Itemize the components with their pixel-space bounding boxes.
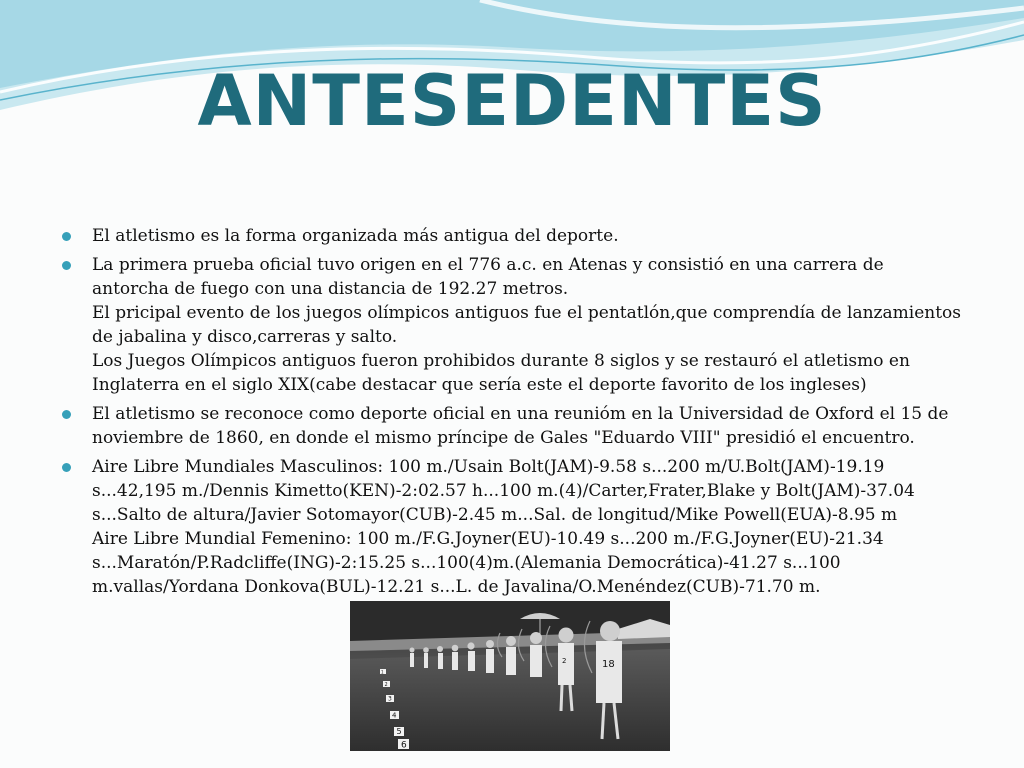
bullet-dot-icon xyxy=(62,410,71,419)
bullet-item xyxy=(62,402,962,450)
photo-marker-label: 3 xyxy=(388,695,392,703)
bullet-dot-icon xyxy=(62,463,71,472)
photo-marker-label: 1 xyxy=(381,669,384,675)
bullet-text: Aire Libre Mundiales Masculinos: 100 m./Usain Bolt(JAM)-9.58 s...200 m/U.Bolt(JAM)-19.19 s...42,195 m./Dennis Kimetto(KEN)-2:02.57 h...100 m.(4)/Carter,Frater,Blake y Bolt(JAM)-37.04 s...Salto de altura/Javier Sotomayor(CUB)-2.45 m...Sal. de longitud/Mike Powell(EUA)-8.95 m xyxy=(92,457,915,525)
photo-marker-label: 6 xyxy=(401,740,407,751)
bullet-text: Los Juegos Olímpicos antiguos fueron prohibidos durante 8 siglos y se restauró el atletismo en Inglaterra en el siglo XIX(cabe destacar que sería este el deporte favorito de los ingleses) xyxy=(92,351,910,395)
photo-marker-label: 2 xyxy=(384,682,388,688)
photo-marker-label: 5 xyxy=(396,727,402,736)
photo-bib-label: 2 xyxy=(562,657,567,665)
archery-photo xyxy=(350,601,670,751)
bullet-text: El atletismo se reconoce como deporte oficial en una reunióm en la Universidad de Oxford el 15 de noviembre de 1860, en donde el mismo príncipe de Gales "Eduardo VIII" presidió el encuentro. xyxy=(92,404,949,448)
photo-bib-label: 18 xyxy=(602,659,615,670)
bullet-dot-icon xyxy=(62,232,71,241)
bullet-item xyxy=(62,455,962,599)
bullet-item xyxy=(62,224,962,248)
bullet-text: El atletismo es la forma organizada más antigua del deporte. xyxy=(92,226,619,246)
bullet-text: La primera prueba oficial tuvo origen en el 776 a.c. en Atenas y consistió en una carrera de antorcha de fuego con una distancia de 192.27 metros. xyxy=(92,255,884,299)
bullet-text: Aire Libre Mundial Femenino: 100 m./F.G.Joyner(EU)-10.49 s...200 m./F.G.Joyner(EU)-21.34 s...Maratón/P.Radcliffe(ING)-2:15.25 s...100(4)m.(Alemania Democrática)-41.27 s...100 m.vallas/Yordana Donkova(BUL)-12.21 s...L. de Javalina/O.Menéndez(CUB)-71.70 m. xyxy=(92,529,884,597)
bullet-item xyxy=(62,253,962,397)
slide-title: ANTESEDENTES xyxy=(197,60,827,142)
bullet-list xyxy=(62,224,962,604)
bullet-dot-icon xyxy=(62,261,71,270)
photo-marker-label: 4 xyxy=(392,711,397,720)
bullet-text: El pricipal evento de los juegos olímpicos antiguos fue el pentatlón,que comprendía de lanzamientos de jabalina y disco,carreras y salto. xyxy=(92,303,961,347)
